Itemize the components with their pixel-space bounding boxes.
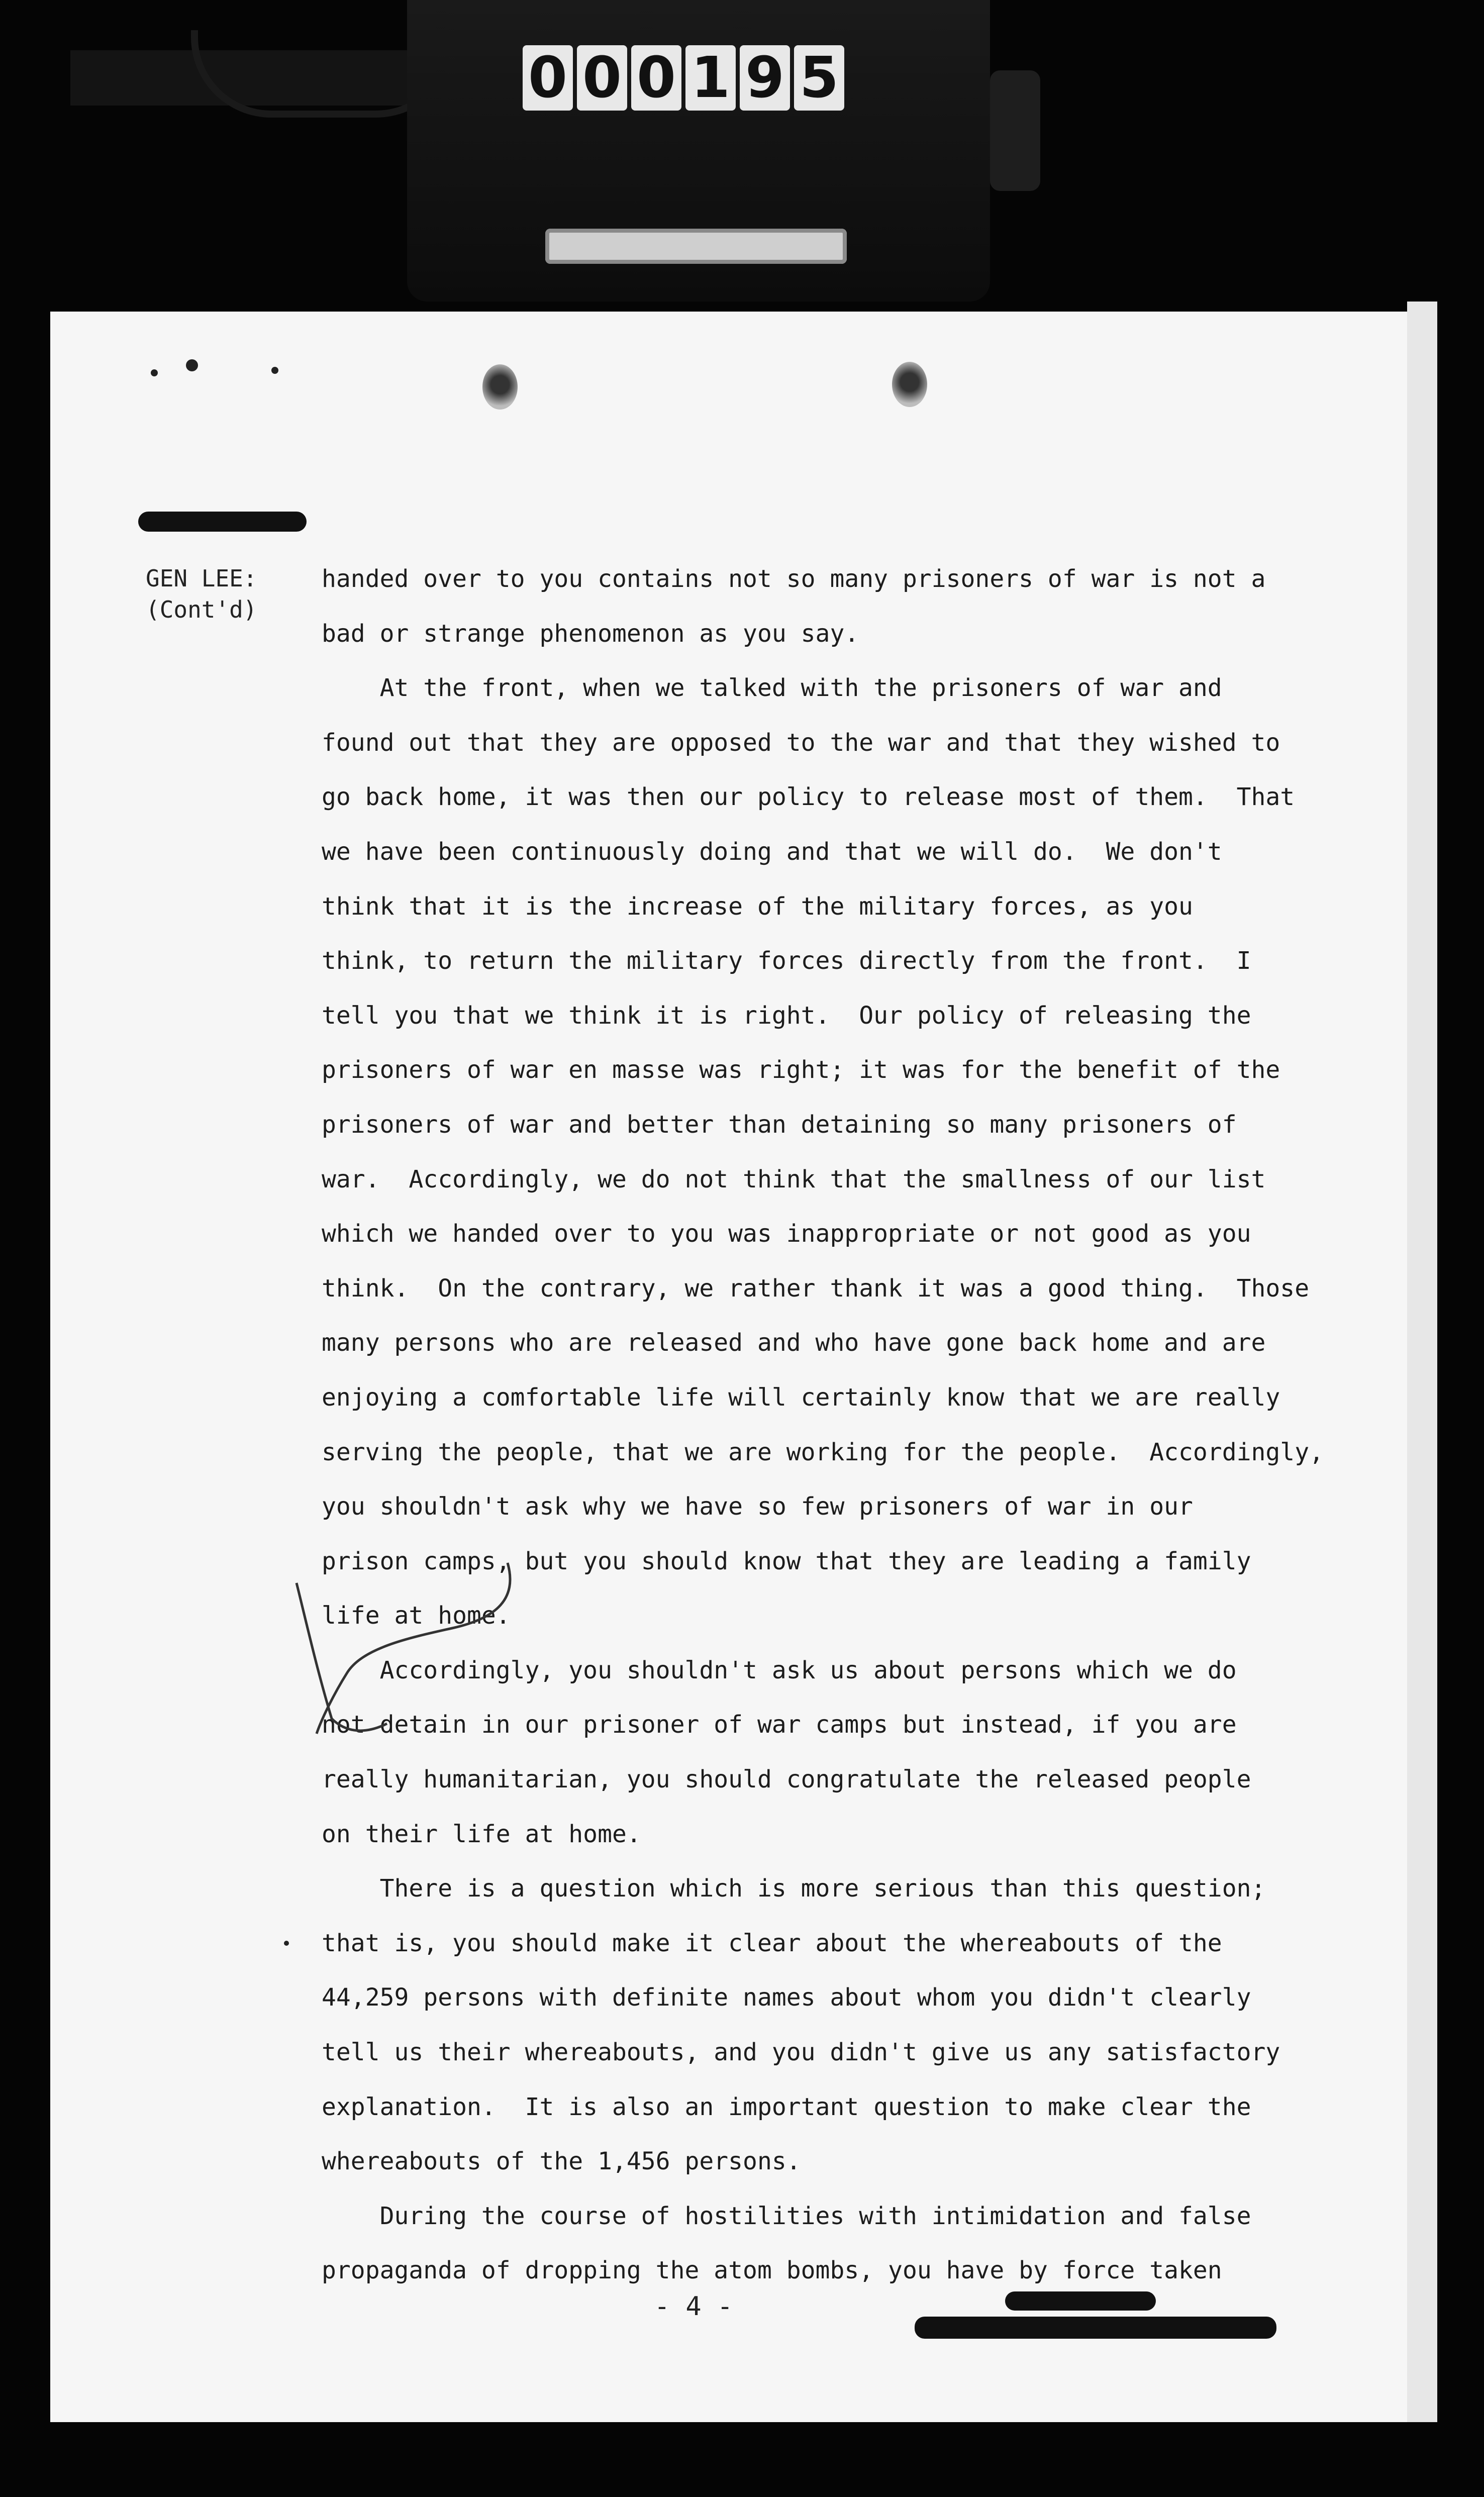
text-line: Accordingly, you shouldn't ask us about persons which we do	[322, 1656, 1237, 1684]
text-line: serving the people, that we are working for the people. Accordingly,	[322, 1438, 1324, 1466]
text-line: During the course of hostilities with intimidation and false	[322, 2202, 1251, 2230]
redaction-mark-bottom-2	[915, 2317, 1276, 2339]
frame-counter	[523, 45, 874, 111]
text-line: There is a question which is more serious than this question;	[322, 1874, 1266, 1903]
text-line: enjoying a comfortable life will certainly know that we are really	[322, 1383, 1280, 1412]
speck	[151, 369, 158, 376]
text-line: propaganda of dropping the atom bombs, you have by force taken	[322, 2256, 1222, 2285]
text-line: tell us their whereabouts, and you didn't give us any satisfactory	[322, 2038, 1280, 2067]
text-line: not detain in our prisoner of war camps but instead, if you are	[322, 1711, 1237, 1739]
device-knob	[990, 70, 1040, 191]
counter-digit: 9	[740, 45, 790, 111]
paper-edge	[1407, 302, 1437, 2422]
counter-digit: 1	[685, 45, 736, 111]
counter-digit: 5	[794, 45, 844, 111]
text-line: really humanitarian, you should congratulate the released people	[322, 1765, 1251, 1794]
redaction-mark-top	[138, 512, 307, 532]
text-line: explanation. It is also an important question to make clear the	[322, 2092, 1251, 2121]
speck	[271, 367, 278, 374]
text-line: think that it is the increase of the military forces, as you	[322, 892, 1193, 921]
counter-digit: 0	[577, 45, 627, 111]
device-nameplate	[545, 229, 847, 264]
handwritten-bracket-mark	[286, 1553, 528, 1744]
text-line: 44,259 persons with definite names about whom you didn't clearly	[322, 1983, 1251, 2012]
text-line: found out that they are opposed to the war and that they wished to	[322, 728, 1280, 757]
text-line: prisoners of war en masse was right; it was for the benefit of the	[322, 1056, 1280, 1084]
text-line: on their life at home.	[322, 1820, 641, 1848]
text-line: we have been continuously doing and that we will do. We don't	[322, 837, 1222, 866]
text-line: life at home.	[322, 1602, 511, 1630]
speck	[186, 359, 198, 371]
text-line: you shouldn't ask why we have so few prisoners of war in our	[322, 1492, 1193, 1521]
text-line: that is, you should make it clear about the whereabouts of the	[322, 1929, 1222, 1957]
text-line: prison camps, but you should know that they are leading a family	[322, 1547, 1251, 1575]
punch-hole-left	[482, 364, 518, 410]
text-line: At the front, when we talked with the prisoners of war and	[322, 674, 1222, 703]
speaker-name: GEN LEE:	[146, 565, 257, 592]
speck	[284, 1941, 289, 1946]
speaker-label	[146, 563, 317, 625]
speaker-continued: (Cont'd)	[146, 596, 257, 623]
document-body	[322, 552, 1337, 2298]
text-line: prisoners of war and better than detaining so many prisoners of	[322, 1110, 1237, 1139]
text-line: tell you that we think it is right. Our policy of releasing the	[322, 1001, 1251, 1030]
counter-digit: 0	[523, 45, 573, 111]
counter-digit: 0	[631, 45, 681, 111]
text-line: handed over to you contains not so many prisoners of war is not a	[322, 565, 1266, 593]
punch-hole-right	[892, 362, 927, 407]
text-line: war. Accordingly, we do not think that the smallness of our list	[322, 1165, 1266, 1193]
text-line: whereabouts of the 1,456 persons.	[322, 2147, 801, 2176]
text-line: which we handed over to you was inappropriate or not good as you	[322, 1220, 1251, 1248]
text-line: think. On the contrary, we rather thank it was a good thing. Those	[322, 1274, 1310, 1303]
text-line: go back home, it was then our policy to release most of them. That	[322, 783, 1295, 812]
text-line: many persons who are released and who have gone back home and are	[322, 1329, 1266, 1357]
page-number: - 4 -	[654, 2291, 733, 2322]
text-line: think, to return the military forces directly from the front. I	[322, 947, 1251, 975]
text-line: bad or strange phenomenon as you say.	[322, 619, 859, 648]
